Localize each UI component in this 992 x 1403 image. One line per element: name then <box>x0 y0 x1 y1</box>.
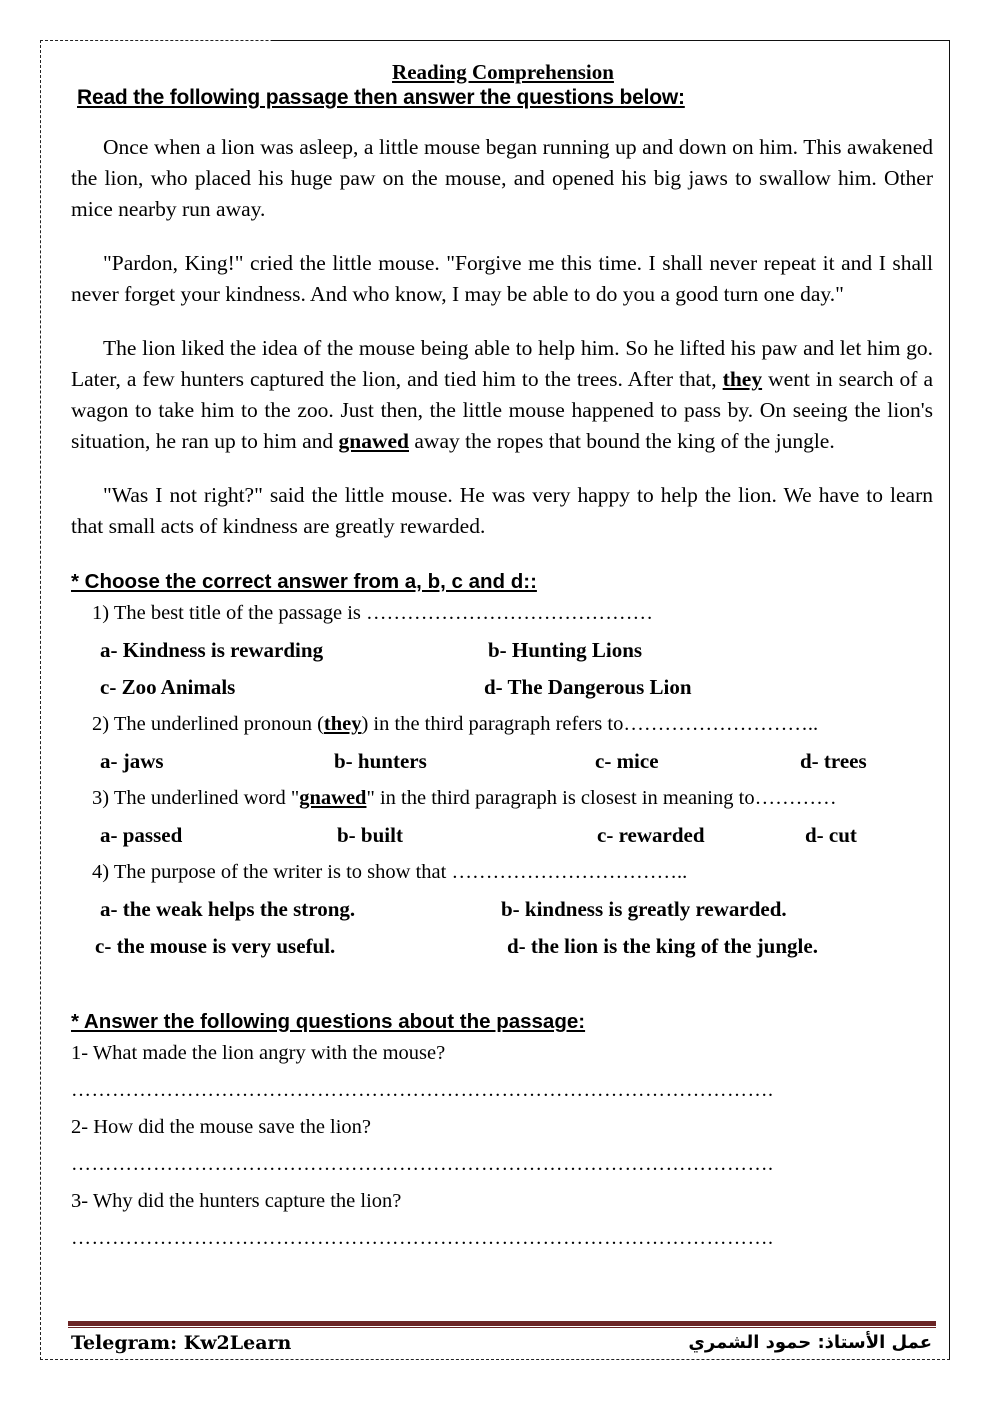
question-keyword: they <box>323 713 362 735</box>
option-a[interactable]: a- passed <box>100 823 183 847</box>
mcq-options-4b <box>71 928 933 965</box>
passage-paragraph-3 <box>71 333 933 457</box>
option-c[interactable]: c- rewarded <box>597 823 705 847</box>
mcq-question-4: 4) The purpose of the writer is to show that …………………………….. <box>92 861 688 883</box>
mcq-question-2 <box>71 706 933 743</box>
border-segment <box>271 40 949 41</box>
answer-line-3[interactable]: …………………………………………………………………………………………. <box>71 1227 774 1249</box>
short-answer-question-2: 2- How did the mouse save the lion? <box>71 1116 372 1138</box>
footer-author: عمل الأستاذ: حمود الشمري <box>688 1332 932 1353</box>
mcq-options-4 <box>71 891 933 928</box>
border-segment <box>949 40 950 1359</box>
mcq-options-3 <box>71 817 933 854</box>
passage-paragraph-2: "Pardon, King!" cried the little mouse. "Forgive me this time. I shall never repeat it and I shall never forget your kindness. And who know, I may be able to do you a good turn one day." <box>71 251 933 306</box>
underlined-word-gnawed: gnawed <box>338 429 409 453</box>
question-keyword: gnawed <box>299 787 367 809</box>
short-answer-question-1: 1- What made the lion angry with the mouse? <box>71 1042 446 1064</box>
option-c[interactable]: c- the mouse is very useful. <box>95 934 336 958</box>
option-a[interactable]: a- Kindness is rewarding <box>100 638 324 662</box>
question-text: ) in the third paragraph refers to……………………….. <box>361 713 819 735</box>
mcq-question-3 <box>71 780 933 817</box>
short-answer-section <box>71 1009 933 1257</box>
question-text: 3) The underlined word " <box>92 787 300 809</box>
option-b[interactable]: b- hunters <box>334 749 427 773</box>
answer-line-2[interactable]: …………………………………………………………………………………………. <box>71 1153 774 1175</box>
option-d[interactable]: d- cut <box>805 823 857 847</box>
option-d[interactable]: d- The Dangerous Lion <box>484 675 692 699</box>
underlined-word-they: they <box>722 367 763 391</box>
footer-rule-thin <box>68 1327 936 1328</box>
mcq-options-1b <box>71 669 933 706</box>
question-text: 2) The underlined pronoun ( <box>92 713 324 735</box>
option-a[interactable]: a- jaws <box>100 749 164 773</box>
instruction-heading: Read the following passage then answer the questions below: <box>77 86 685 109</box>
paragraph-text: away the ropes that bound the king of the jungle. <box>409 429 835 453</box>
mcq-options-1 <box>71 632 933 669</box>
option-d[interactable]: d- the lion is the king of the jungle. <box>507 934 818 958</box>
option-b[interactable]: b- built <box>337 823 403 847</box>
mcq-question-1: 1) The best title of the passage is …………………………………… <box>92 602 654 624</box>
option-c[interactable]: c- mice <box>595 749 659 773</box>
passage-paragraph-1: Once when a lion was asleep, a little mouse began running up and down on him. This awakened the lion, who placed his huge paw on the mouse, and opened his big jaws to swallow him. Other mice nearby run away. <box>71 135 933 221</box>
question-text: " in the third paragraph is closest in meaning to………… <box>366 787 837 809</box>
paragraph-text: went in search of a wagon to take him to the zoo. Just then, the little mouse happened to pass by. On seeing the lion's situation, he ran up to him and <box>71 367 934 453</box>
option-b[interactable]: b- Hunting Lions <box>488 638 643 662</box>
multiple-choice-section <box>71 569 933 965</box>
short-answer-question-3: 3- Why did the hunters capture the lion? <box>71 1190 402 1212</box>
passage-paragraph-4: "Was I not right?" said the little mouse. He was very happy to help the lion. We have to learn that small acts of kindness are greatly rewarded. <box>71 483 933 538</box>
footer-rule <box>68 1321 936 1326</box>
option-b[interactable]: b- kindness is greatly rewarded. <box>501 897 787 921</box>
worksheet-content <box>71 58 933 1257</box>
short-answer-heading: * Answer the following questions about the passage: <box>71 1010 586 1033</box>
reading-passage <box>71 132 933 542</box>
mcq-options-2 <box>71 743 933 780</box>
page-title: Reading Comprehension <box>392 60 614 84</box>
mcq-heading: * Choose the correct answer from a, b, c and d:: <box>71 570 537 593</box>
answer-line-1[interactable]: …………………………………………………………………………………………. <box>71 1079 774 1101</box>
footer-telegram: Telegram: Kw2Learn <box>71 1332 292 1354</box>
option-a[interactable]: a- the weak helps the strong. <box>100 897 356 921</box>
paragraph-text: The lion liked the idea of the mouse being able to help him. So he lifted his paw and let him go. Later, a few hunters captured the lion, and tied him to the trees. After that, <box>71 336 933 391</box>
option-d[interactable]: d- trees <box>800 749 867 773</box>
option-c[interactable]: c- Zoo Animals <box>100 675 236 699</box>
